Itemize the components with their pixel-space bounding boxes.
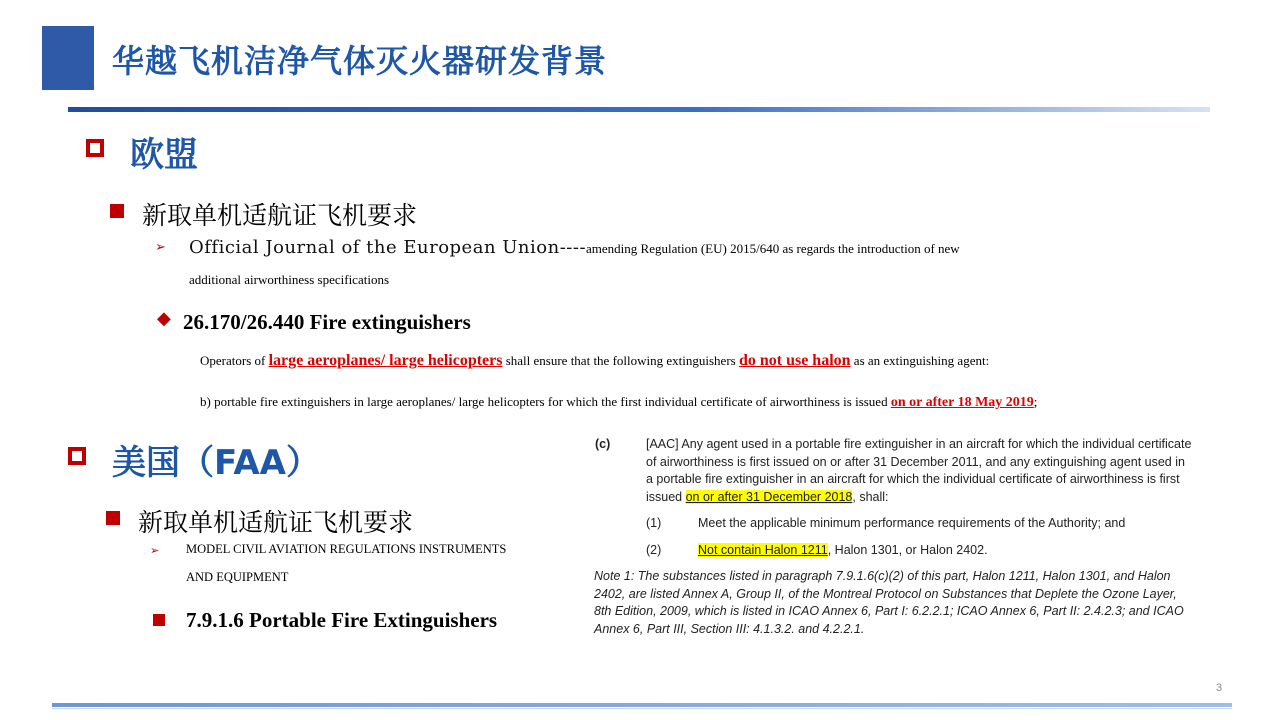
footer-divider-thin bbox=[52, 708, 1232, 709]
page-title: 华越飞机洁净气体灭火器研发背景 bbox=[112, 42, 608, 80]
highlighted-halon: Not contain Halon 1211 bbox=[698, 543, 828, 557]
item2-text bbox=[698, 542, 988, 560]
clause-c-label: (c) bbox=[595, 437, 611, 451]
clause-c-line4 bbox=[646, 489, 889, 507]
page-number: 3 bbox=[1216, 682, 1223, 694]
ops-red-aircraft: large aeroplanes/ large helicopters bbox=[268, 352, 503, 369]
filled-square-bullet-icon bbox=[153, 614, 165, 626]
highlighted-date: on or after 31 December 2018 bbox=[685, 489, 853, 504]
clause-c-line1: [AAC] Any agent used in a portable fire extinguisher in an aircraft for which the individual certificate bbox=[646, 437, 1192, 451]
b-red-date: on or after 18 May 2019 bbox=[890, 395, 1034, 410]
item2-post: , Halon 1301, or Halon 2402. bbox=[827, 543, 988, 557]
eu-operators-text bbox=[200, 352, 989, 370]
clause-c-line3: a portable fire extinguisher in an aircraft for which the individual certificate of airworthiness is first bbox=[646, 472, 1180, 486]
eu-journal-line1 bbox=[189, 237, 960, 258]
eu-journal-line2: additional airworthiness specifications bbox=[189, 272, 390, 287]
note-line3: 8th Edition, 2009, which is listed in ICAO Annex 6, Part I: 6.2.2.1; ICAO Annex 6, Part II: 2.4.2.3; and ICAO bbox=[594, 604, 1184, 618]
clause-c-pre: issued bbox=[646, 489, 686, 504]
note-line1: Note 1: The substances listed in paragraph 7.9.1.6(c)(2) of this part, Halon 1211, Halon 1301, and Halon bbox=[594, 569, 1171, 583]
note-line2: 2402, are listed Annex A, Group II, of the Montreal Protocol on Substances that Deplete the Ozone Layer, bbox=[594, 586, 1177, 601]
note-line4: Annex 6, Part III, Section III: 4.1.3.2. and 4.2.2.1. bbox=[594, 621, 865, 636]
clause-c-line2: of airworthiness is first issued on or after 31 December 2011, and any extinguishing agent used in bbox=[646, 454, 1185, 469]
arrow-bullet-icon: ➢ bbox=[150, 544, 160, 557]
faa-model-line2: AND EQUIPMENT bbox=[186, 570, 289, 584]
eu-section-title: 26.170/26.440 Fire extinguishers bbox=[183, 310, 471, 334]
ops-pre: Operators of bbox=[200, 353, 269, 368]
item1-label: (1) bbox=[646, 516, 662, 530]
eu-portable-text bbox=[200, 394, 1037, 411]
journal-title: Official Journal of the European Union---- bbox=[189, 237, 587, 258]
footer-divider bbox=[52, 703, 1232, 707]
faa-regulation-excerpt bbox=[590, 432, 1230, 642]
b-post: ; bbox=[1033, 394, 1038, 409]
diamond-bullet-icon: ◆ bbox=[157, 308, 171, 329]
title-divider bbox=[68, 107, 1210, 112]
faa-subheading: 新取单机适航证飞机要求 bbox=[138, 508, 414, 537]
outline-square-bullet-icon bbox=[68, 447, 86, 465]
item1-text: Meet the applicable minimum performance requirements of the Authority; and bbox=[698, 516, 1126, 530]
ops-red-halon: do not use halon bbox=[738, 352, 851, 369]
faa-model-line1: MODEL CIVIL AVIATION REGULATIONS INSTRUMENTS bbox=[186, 542, 507, 556]
faa-heading: 美国（FAA） bbox=[112, 443, 320, 483]
journal-amending-text: amending Regulation (EU) 2015/640 as regards the introduction of new bbox=[586, 241, 960, 256]
faa-section-title: 7.9.1.6 Portable Fire Extinguishers bbox=[186, 608, 498, 632]
filled-square-bullet-icon bbox=[106, 511, 120, 525]
filled-square-bullet-icon bbox=[110, 204, 124, 218]
b-pre: b) portable fire extinguishers in large aeroplanes/ large helicopters for which the first individual certificate of airworthiness is issued bbox=[200, 394, 891, 409]
item2-label: (2) bbox=[646, 543, 662, 557]
outline-square-bullet-icon bbox=[86, 139, 104, 157]
arrow-bullet-icon: ➢ bbox=[155, 240, 166, 255]
title-accent-block bbox=[42, 26, 94, 90]
eu-subheading: 新取单机适航证飞机要求 bbox=[142, 201, 418, 230]
eu-heading: 欧盟 bbox=[130, 135, 198, 175]
ops-mid: shall ensure that the following extinguishers bbox=[502, 353, 739, 368]
clause-c-post: , shall: bbox=[852, 489, 889, 504]
ops-post: as an extinguishing agent: bbox=[850, 353, 990, 368]
